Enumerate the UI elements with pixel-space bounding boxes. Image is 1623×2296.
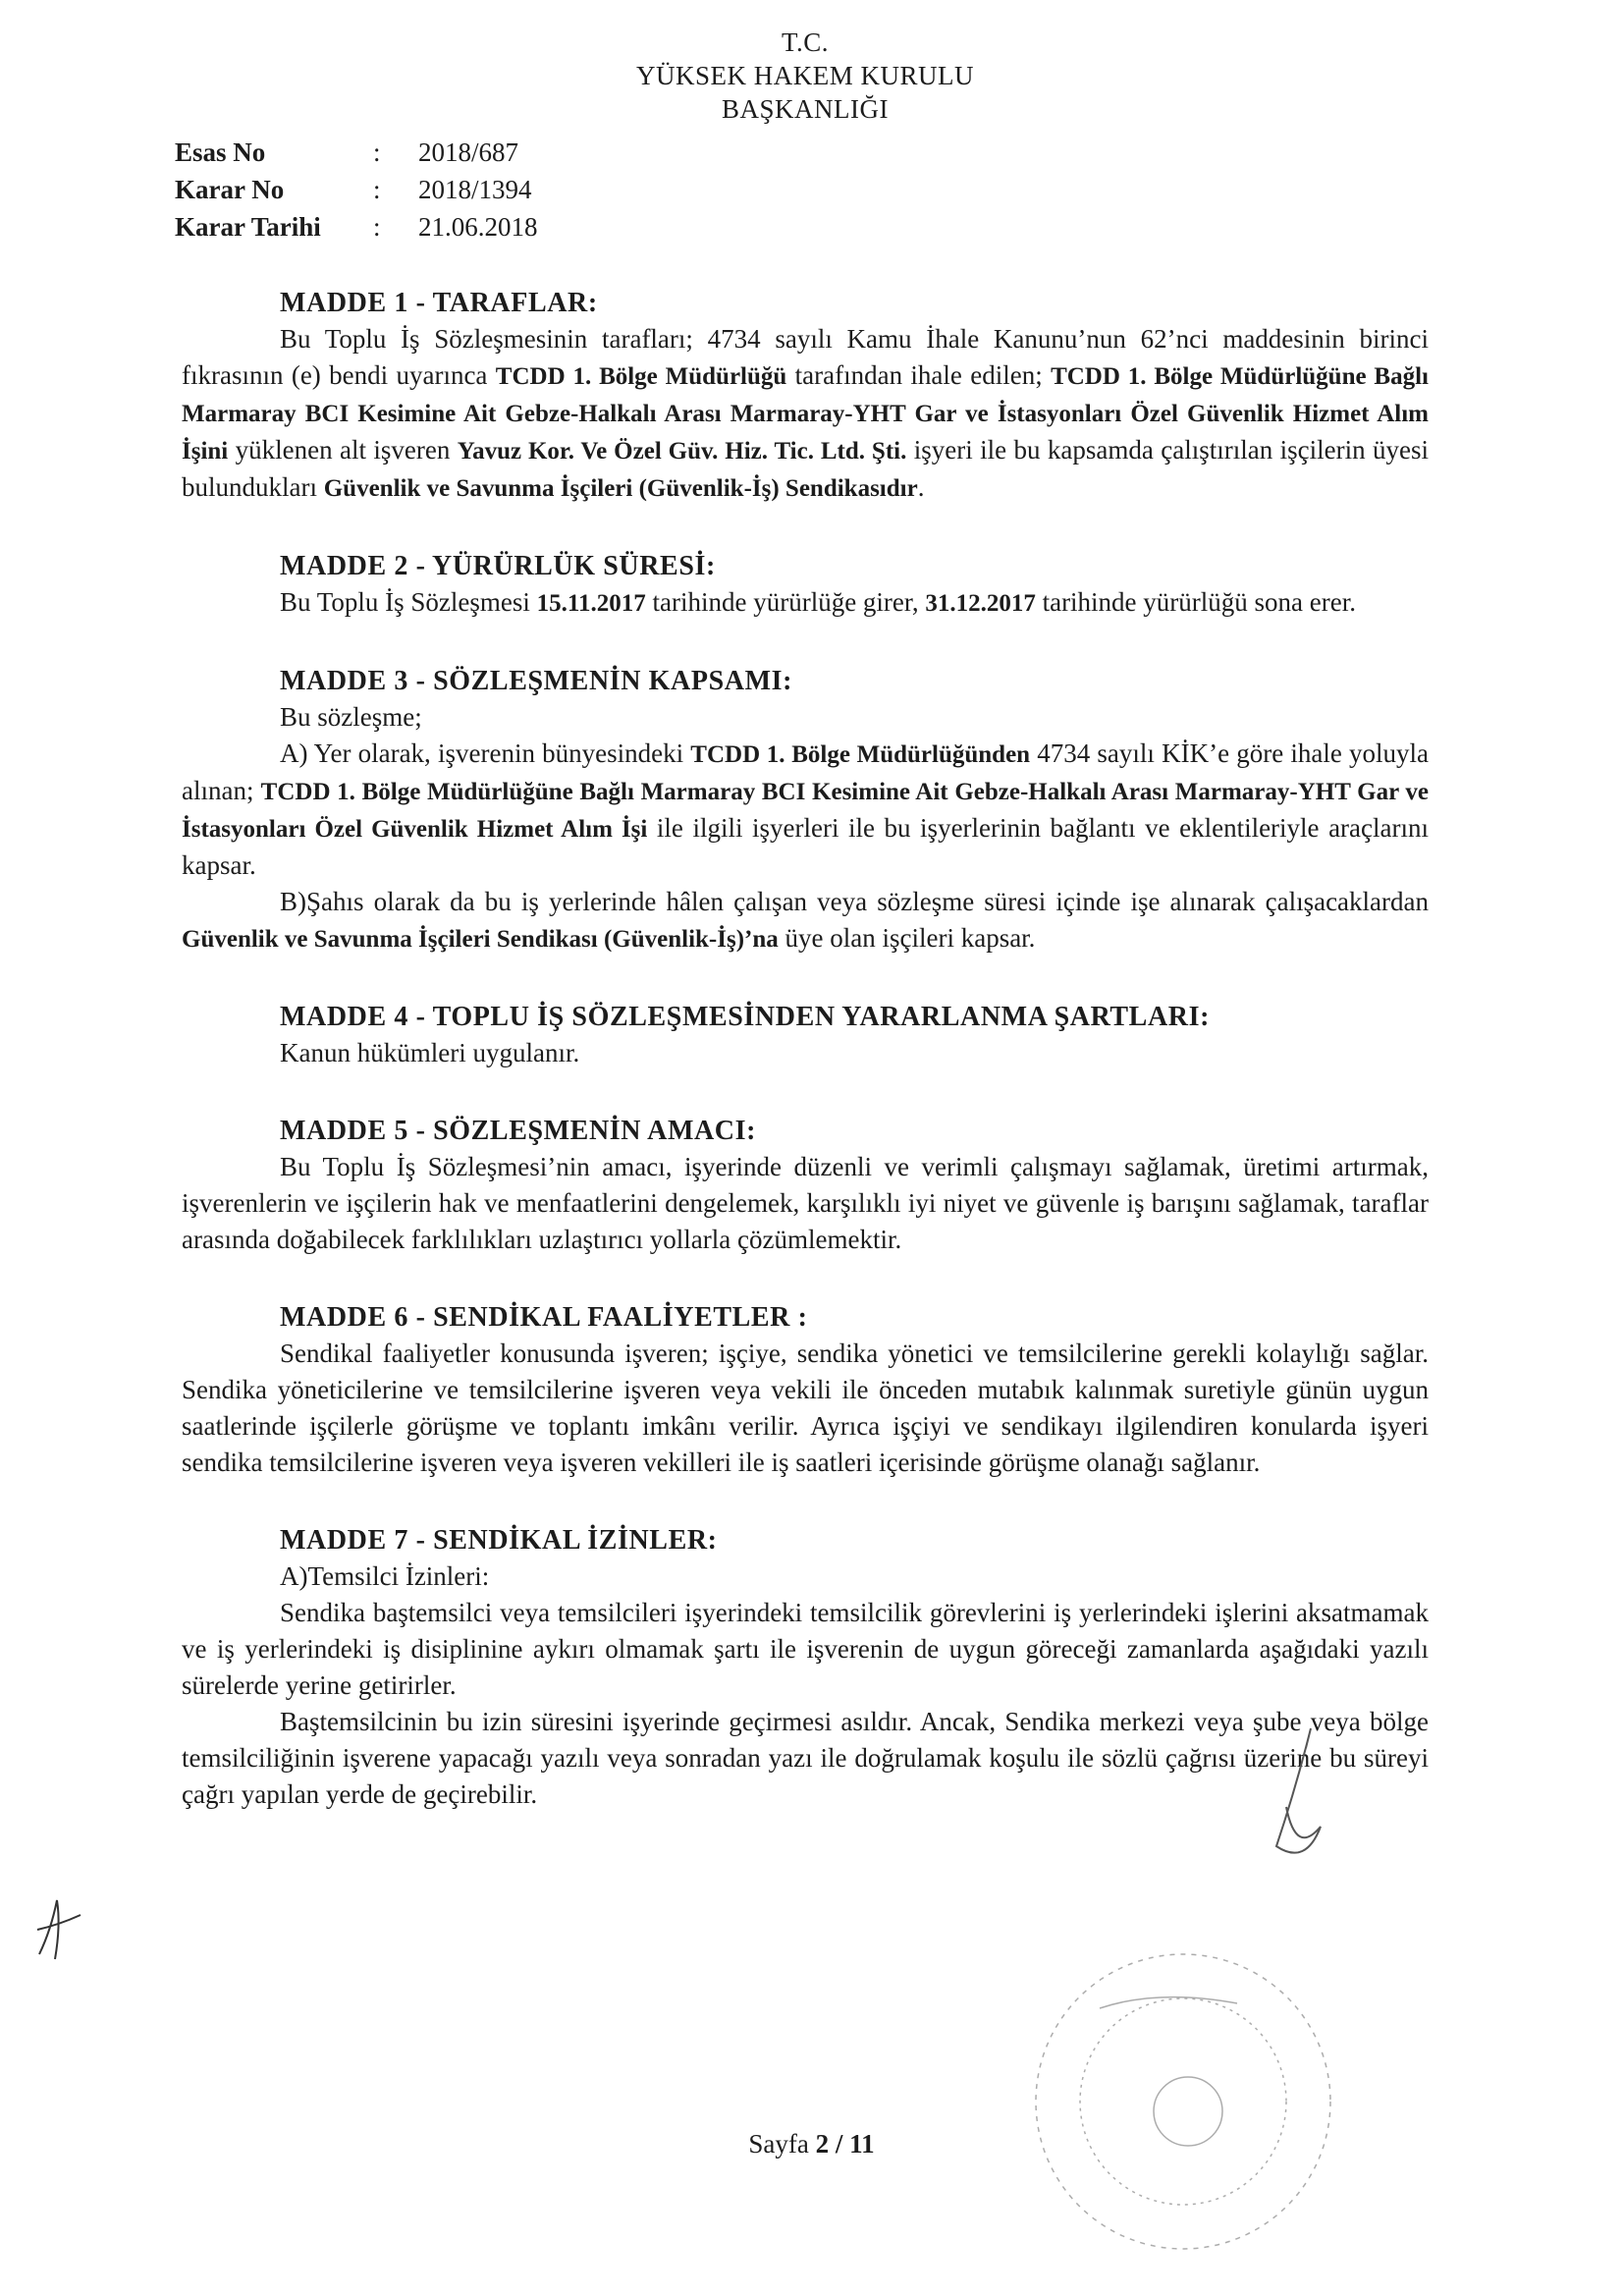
header-tc: T.C. <box>782 27 829 57</box>
karar-value: 2018/1394 <box>418 175 532 204</box>
stamp-seal <box>1036 1954 1330 2249</box>
text-run: tarafından ihale edilen; <box>786 360 1052 390</box>
bold-run: TCDD 1. Bölge Müdürlüğüne Bağlı Marmaray BCI Kesimine Ait Gebze-Halkalı Arası Marmaray-YHT Gar ve İstasyonları Özel Güvenlik Hizmet Alım İşini <box>182 363 1430 465</box>
text-run: işyeri ile bu kapsamda çalıştırılan işçilerin üyesi bulundukları <box>182 435 1430 502</box>
article-7-paragraph-2: Baştemsilcinin bu izin süresini işyerinde geçirmesi asıldır. Ancak, Sendika merkezi veya şube veya bölge temsilciliğinin işverene yapacağı yazılı veya sonradan yazı ile doğrulamak koşulu ile sözlü çağrısı üzerine bu süreyi çağrı yapılan yerde de geçirebilir. <box>182 1707 1429 1809</box>
document-header <box>530 26 1080 126</box>
text-run: Bu Toplu İş Sözleşmesi <box>280 587 537 617</box>
article-1-title: MADDE 1 - TARAFLAR: <box>280 288 598 318</box>
article-7 <box>182 1522 1429 1813</box>
article-4 <box>182 999 1429 1071</box>
case-meta <box>175 134 538 246</box>
article-7-title: MADDE 7 - SENDİKAL İZİNLER: <box>280 1525 718 1556</box>
page-number: 2 / 11 <box>815 2129 875 2159</box>
header-institution: YÜKSEK HAKEM KURULU <box>636 61 974 90</box>
text-run: yüklenen alt işveren <box>228 435 458 465</box>
article-5-title: MADDE 5 - SÖZLEŞMENİN AMACI: <box>280 1116 757 1146</box>
article-6 <box>182 1299 1429 1481</box>
article-3-clause-a <box>182 736 1429 884</box>
bold-run: 31.12.2017 <box>925 590 1036 617</box>
article-1-text <box>182 321 1429 507</box>
text-run: ile ilgili işyerleri ile bu işyerlerinin bağlantı ve eklentileriyle araçlarını kapsar. <box>182 813 1429 880</box>
bold-run: TCDD 1. Bölge Müdürlüğüne Bağlı Marmaray BCI Kesimine Ait Gebze-Halkalı Arası Marmaray-YHT Gar ve İstasyonları Özel Güvenlik Hizmet Alım İşi <box>182 779 1429 843</box>
article-7-subtitle: A)Temsilci İzinleri: <box>280 1561 490 1591</box>
header-presidency: BAŞKANLIĞI <box>722 94 889 124</box>
page-footer <box>0 2129 1623 2159</box>
bold-run: Güvenlik ve Savunma İşçileri (Güvenlik-İş) Sendikasıdır <box>323 475 918 502</box>
text-run: Bu Toplu İş Sözleşmesinin tarafları; 4734 sayılı Kamu İhale Kanunu’nun 62’nci maddesinin birinci fıkrasının (e) bendi uyarınca <box>182 324 1429 390</box>
article-5 <box>182 1113 1429 1258</box>
initial-mark <box>37 1900 81 1959</box>
esas-separator: : <box>373 137 381 167</box>
article-4-title: MADDE 4 - TOPLU İŞ SÖZLEŞMESİNDEN YARARLANMA ŞARTLARI: <box>280 1002 1211 1032</box>
article-4-text: Kanun hükümleri uygulanır. <box>280 1038 580 1067</box>
tarih-row <box>175 208 538 246</box>
text-run: A) Yer olarak, işverenin bünyesindeki <box>280 738 691 768</box>
text-run: üye olan işçileri kapsar. <box>778 923 1036 953</box>
article-2-text <box>182 584 1429 622</box>
article-7-paragraph-1: Sendika baştemsilci veya temsilcileri işyerindeki temsilcilik görevlerini iş yerlerindeki işlerini aksatmamak ve iş yerlerindeki iş disiplinine aykırı olmamak şartı ile işverenin de uygun göreceği zamanlarda aşağıdaki yazılı sürelerde yerine getirirler. <box>182 1598 1429 1700</box>
article-3 <box>182 663 1429 957</box>
text-run: 4734 sayılı KİK’e göre ihale yoluyla alınan; <box>182 738 1429 805</box>
bold-run: TCDD 1. Bölge Müdürlüğü <box>495 363 787 390</box>
karar-row <box>175 171 538 208</box>
tarih-separator: : <box>373 212 381 242</box>
article-3-title: MADDE 3 - SÖZLEŞMENİN KAPSAMI: <box>280 666 793 696</box>
bold-run: 15.11.2017 <box>536 590 646 617</box>
text-run: tarihinde yürürlüğe girer, <box>645 587 926 617</box>
text-run: . <box>917 472 925 502</box>
tarih-label: Karar Tarihi <box>175 212 321 242</box>
bold-run: Yavuz Kor. Ve Özel Güv. Hiz. Tic. Ltd. Şti. <box>457 438 907 465</box>
karar-separator: : <box>373 175 381 204</box>
page-label: Sayfa <box>748 2129 809 2159</box>
article-3-intro: Bu sözleşme; <box>280 702 422 732</box>
article-3-clause-b <box>182 884 1429 957</box>
article-2 <box>182 548 1429 622</box>
article-6-title: MADDE 6 - SENDİKAL FAALİYETLER : <box>280 1302 808 1333</box>
esas-label: Esas No <box>175 137 266 167</box>
tarih-value: 21.06.2018 <box>418 212 538 242</box>
esas-row <box>175 134 538 171</box>
bold-run: Güvenlik ve Savunma İşçileri Sendikası (Güvenlik-İş)’na <box>182 926 779 953</box>
text-run: tarihinde yürürlüğü sona erer. <box>1035 587 1356 617</box>
document-body <box>182 285 1429 1854</box>
article-1 <box>182 285 1429 507</box>
text-run: B)Şahıs olarak da bu iş yerlerinde hâlen çalışan veya sözleşme süresi içinde işe alınarak çalışacaklardan <box>280 887 1429 916</box>
article-5-text: Bu Toplu İş Sözleşmesi’nin amacı, işyerinde düzenli ve verimli çalışmayı sağlamak, üretimi artırmak, işverenlerin ve işçilerin hak ve menfaatlerini dengelemek, karşılıklı iyi niyet ve güvenle iş barışını sağlamak, taraflar arasında doğabilecek farklılıkları uzlaştırıcı yollarla çözümlemektir. <box>182 1152 1429 1254</box>
karar-label: Karar No <box>175 175 285 204</box>
esas-value: 2018/687 <box>418 137 519 167</box>
bold-run: TCDD 1. Bölge Müdürlüğünden <box>690 741 1031 768</box>
article-2-title: MADDE 2 - YÜRÜRLÜK SÜRESİ: <box>280 551 716 581</box>
article-6-text: Sendikal faaliyetler konusunda işveren; işçiye, sendika yönetici ve temsilcilerine gerekli kolaylığı sağlar. Sendika yöneticilerine ve temsilcilerine işveren veya vekili ile önceden mutabık kalınmak suretiyle günün uygun saatlerinde işçilerle görüşme ve toplantı imkânı verilir. Ayrıca işçiyi ve sendikayı ilgilendiren konularda işyeri sendika temsilcilerine işveren veya işveren vekilleri ile iş saatleri içerisinde görüşme olanağı sağlanır. <box>182 1339 1429 1477</box>
